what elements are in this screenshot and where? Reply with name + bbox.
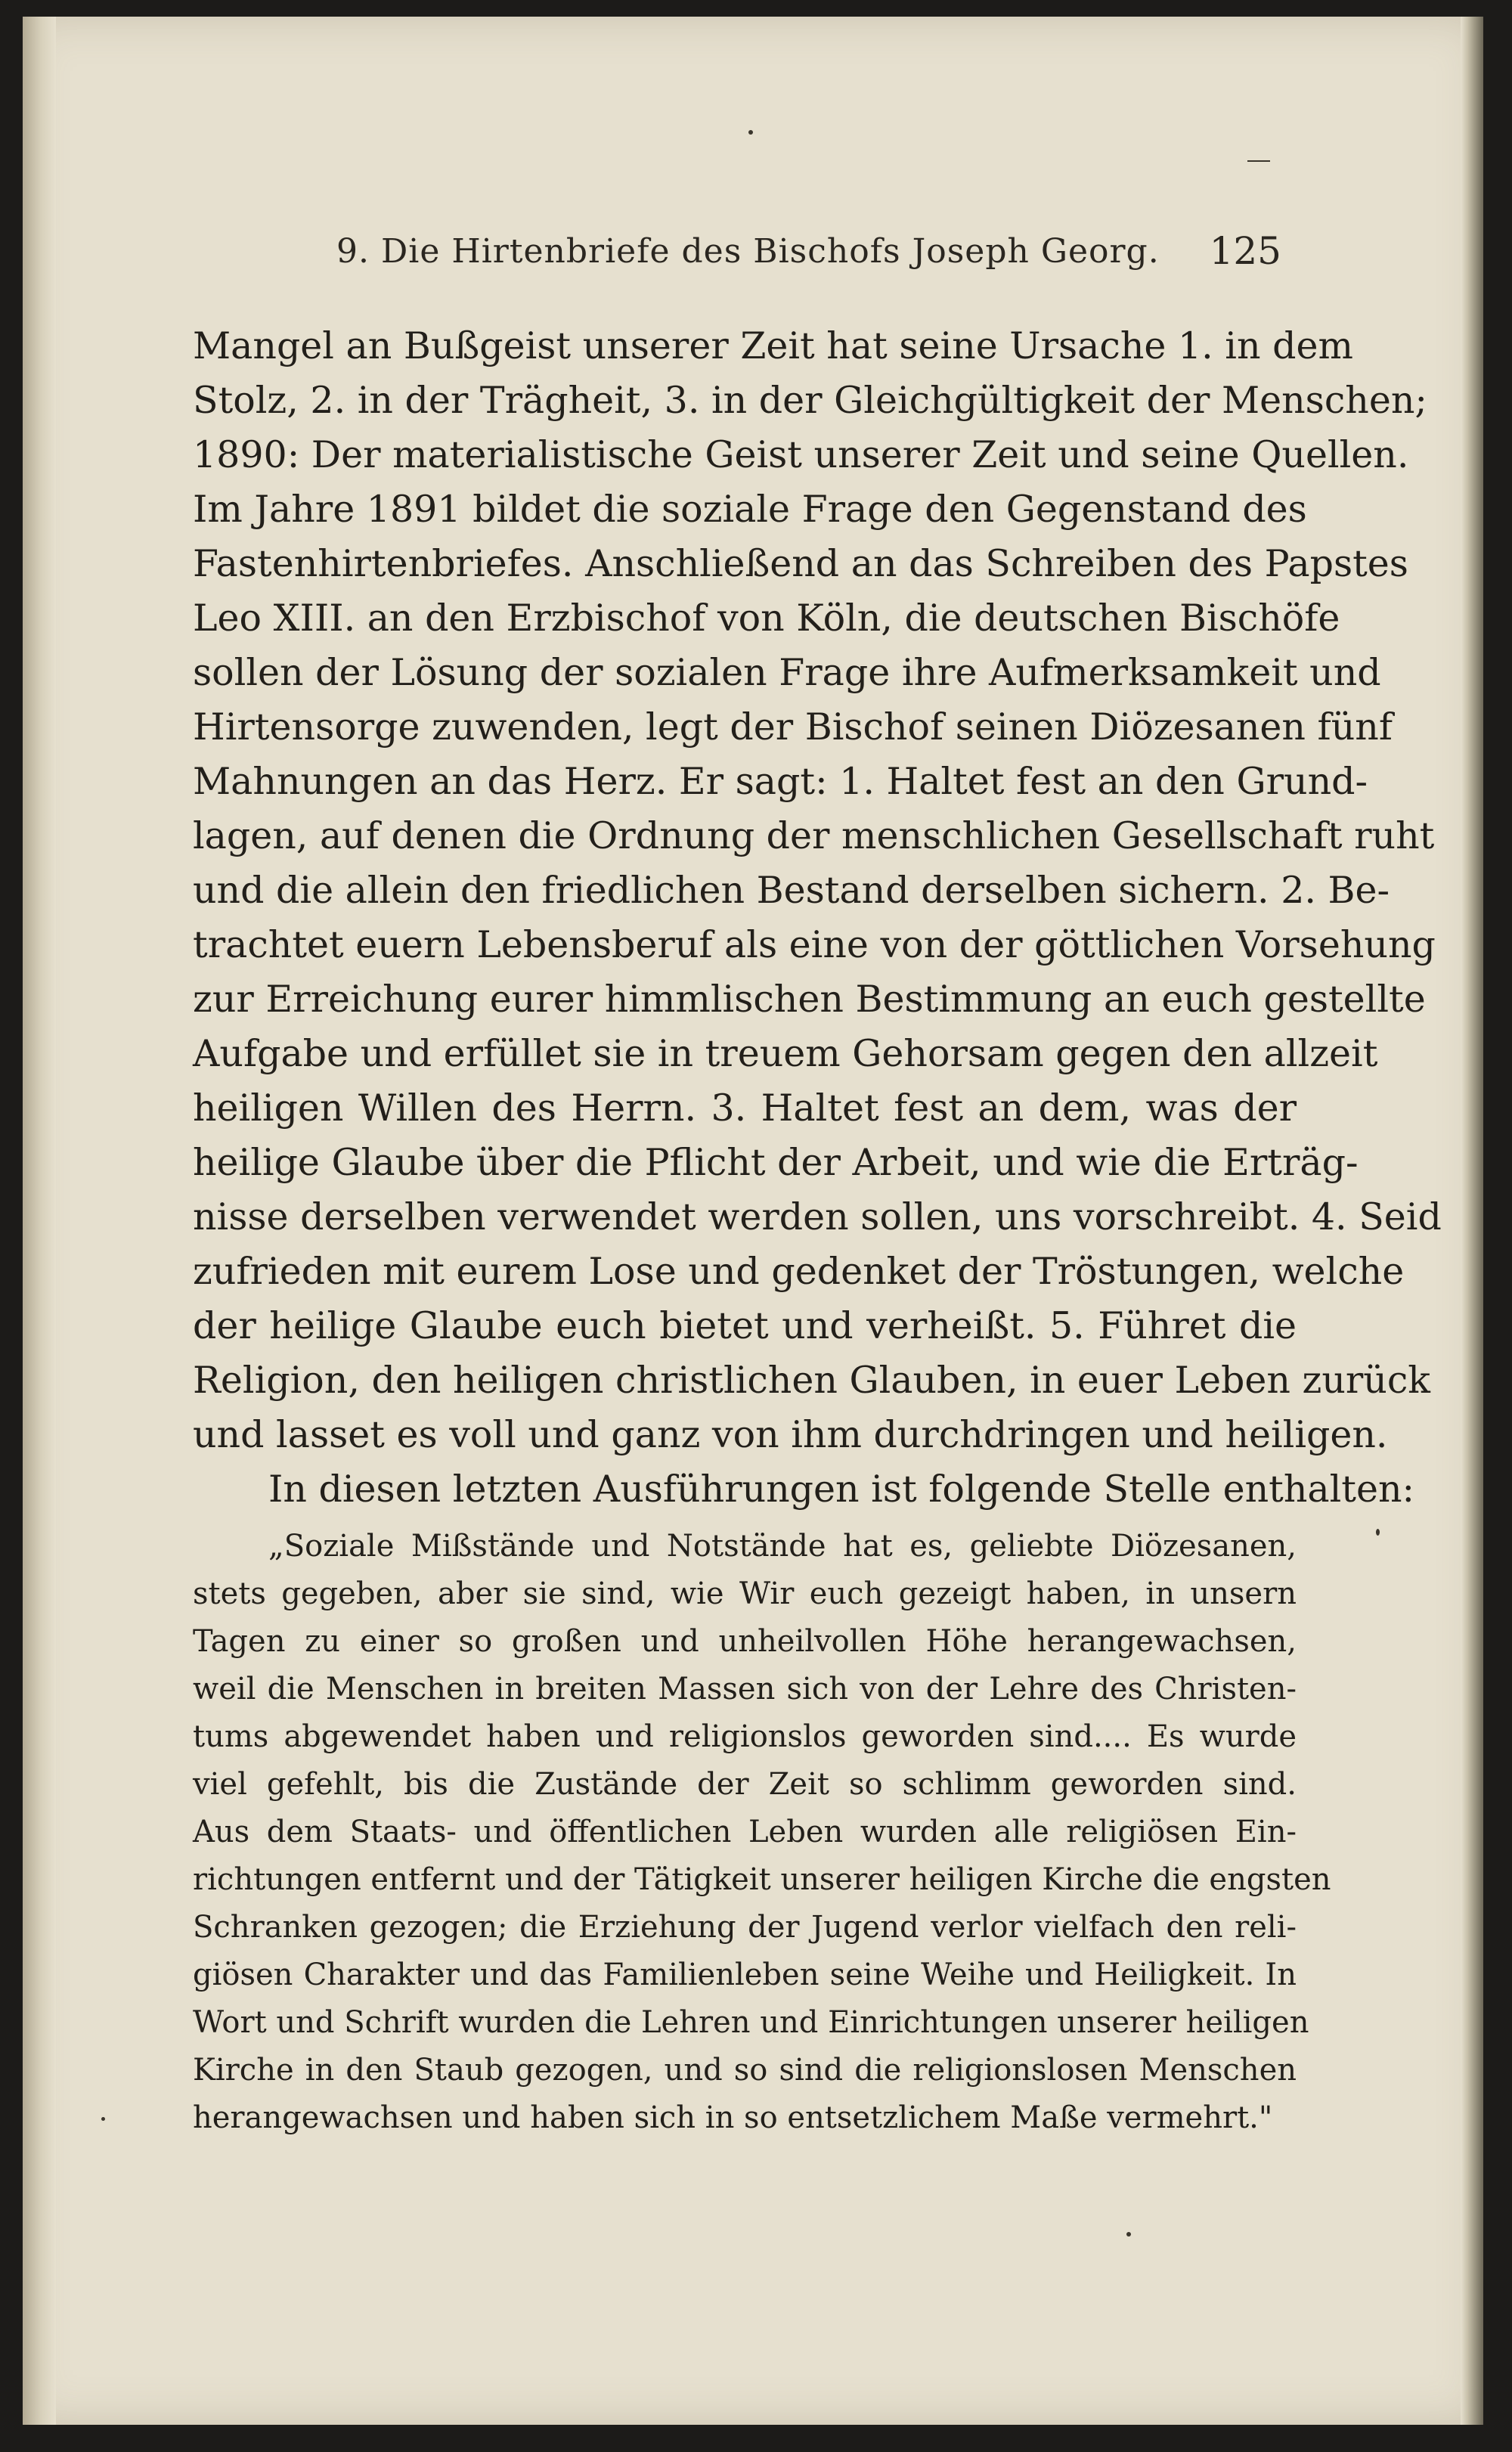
- text-line: zufrieden mit eurem Lose und gedenket der Tröstungen, welche: [193, 1250, 1405, 1293]
- page-edge-shadow: [1461, 17, 1483, 2425]
- quote-intro-line: In diesen letzten Ausführungen ist folgende Stelle enthalten:: [268, 1468, 1415, 1511]
- text-line: 1890: Der materialistische Geist unserer Zeit und seine Quellen.: [193, 433, 1409, 476]
- quote-line: Kirche in den Staub gezogen, und so sind die religionslosen Menschen: [193, 2053, 1297, 2088]
- text-line: lagen, auf denen die Ordnung der menschlichen Gesellschaft ruht: [193, 814, 1435, 857]
- running-head: [336, 229, 1281, 285]
- quote-line: viel gefehlt, bis die Zustände der Zeit so schlimm geworden sind.: [193, 1767, 1297, 1802]
- text-line: trachtet euern Lebensberuf als eine von der göttlichen Vorsehung: [193, 923, 1436, 966]
- text-line: heilige Glaube über die Pflicht der Arbeit, und wie die Erträg-: [193, 1141, 1359, 1184]
- text-line: Religion, den heiligen christlichen Glauben, in euer Leben zurück: [193, 1359, 1431, 1402]
- page-number: 125: [1209, 229, 1281, 273]
- quote-line: Wort und Schrift wurden die Lehren und Einrichtungen unserer heiligen: [193, 2005, 1309, 2040]
- text-line: Stolz, 2. in der Trägheit, 3. in der Gleichgültigkeit der Menschen;: [193, 379, 1427, 422]
- text-line: sollen der Lösung der sozialen Frage ihre Aufmerksamkeit und: [193, 651, 1381, 694]
- ink-speck: [748, 130, 753, 135]
- block-quote: [193, 1523, 1331, 2142]
- page-gutter-shadow: [23, 17, 56, 2425]
- text-line: zur Erreichung eurer himmlischen Bestimmung an euch gestellte: [193, 978, 1426, 1021]
- quote-line: „Soziale Mißstände und Notstände hat es, geliebte Diözesanen,: [268, 1529, 1297, 1564]
- ink-speck: [1126, 2232, 1131, 2237]
- text-line: heiligen Willen des Herrn. 3. Haltet fest an dem, was der: [193, 1087, 1297, 1130]
- body-text: [193, 319, 1442, 2142]
- text-line: Hirtensorge zuwenden, legt der Bischof seinen Diözesanen fünf: [193, 705, 1393, 749]
- text-line: Mangel an Bußgeist unserer Zeit hat seine Ursache 1. in dem: [193, 324, 1353, 367]
- running-head-title: 9. Die Hirtenbriefe des Bischofs Joseph Georg.: [336, 232, 1160, 271]
- text-line: Aufgabe und erfüllet sie in treuem Gehorsam gegen den allzeit: [193, 1032, 1378, 1075]
- ink-speck: [1376, 1529, 1380, 1536]
- quote-line: stets gegeben, aber sie sind, wie Wir euch gezeigt haben, in unsern: [193, 1576, 1297, 1611]
- text-line: Mahnungen an das Herz. Er sagt: 1. Haltet fest an den Grund-: [193, 760, 1368, 803]
- ink-speck: [1247, 160, 1270, 162]
- quote-line: Schranken gezogen; die Erziehung der Jugend verlor vielfach den reli-: [193, 1910, 1297, 1945]
- text-line: Im Jahre 1891 bildet die soziale Frage den Gegenstand des: [193, 488, 1307, 531]
- quote-line: weil die Menschen in breiten Massen sich von der Lehre des Christen-: [193, 1672, 1297, 1706]
- ink-speck: [101, 2117, 105, 2121]
- text-line: Leo XIII. an den Erzbischof von Köln, die deutschen Bischöfe: [193, 597, 1340, 640]
- text-line: und die allein den friedlichen Bestand derselben sichern. 2. Be-: [193, 869, 1390, 912]
- text-line: der heilige Glaube euch bietet und verheißt. 5. Führet die: [193, 1304, 1297, 1347]
- quote-line: herangewachsen und haben sich in so entsetzlichem Maße vermehrt.": [193, 2100, 1273, 2135]
- quote-line: tums abgewendet haben und religionslos geworden sind.... Es wurde: [193, 1719, 1297, 1754]
- book-page: [23, 17, 1483, 2425]
- quote-line: giösen Charakter und das Familienleben seine Weihe und Heiligkeit. In: [193, 1958, 1297, 1992]
- text-line: Fastenhirtenbriefes. Anschließend an das Schreiben des Papstes: [193, 542, 1408, 585]
- quote-line: Aus dem Staats- und öffentlichen Leben wurden alle religiösen Ein-: [193, 1815, 1297, 1849]
- quote-line: Tagen zu einer so großen und unheilvollen Höhe herangewachsen,: [193, 1624, 1297, 1659]
- text-line: und lasset es voll und ganz von ihm durchdringen und heiligen.: [193, 1413, 1388, 1456]
- quote-line: richtungen entfernt und der Tätigkeit unserer heiligen Kirche die engsten: [193, 1862, 1331, 1897]
- text-line: nisse derselben verwendet werden sollen, uns vorschreibt. 4. Seid: [193, 1195, 1442, 1238]
